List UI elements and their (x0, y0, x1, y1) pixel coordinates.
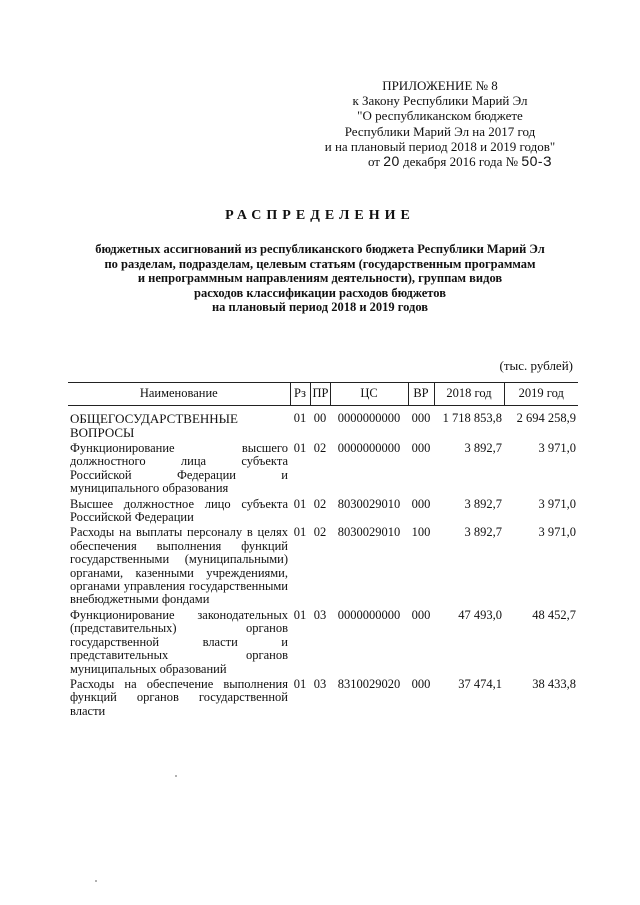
row-name: Функционирование законодательных (представительных) органов государственной власти и представительных органов муниципальных образований (70, 607, 288, 676)
row-pr: 02 (313, 441, 327, 455)
scan-speck (95, 880, 97, 882)
row-cs: 0000000000 (337, 441, 401, 455)
header-2019: 2019 год (504, 383, 578, 406)
row-cs: 8030029010 (337, 496, 401, 511)
row-2019: 3 971,0 (538, 496, 576, 511)
subtitle-line: бюджетных ассигнований из республиканского бюджета Республики Марий Эл (95, 242, 545, 256)
document-subtitle (60, 242, 580, 315)
row-cs: 0000000000 (337, 411, 401, 425)
header-cs: ЦС (330, 383, 408, 406)
row-rz: 01 (293, 496, 307, 511)
annex-law-title-3: и на плановый период 2018 и 2019 годов" (324, 138, 556, 154)
annex-date-middle: декабря 2016 года № (403, 154, 519, 170)
row-name: Расходы на обеспечение выполнения функций органов государственной власти (70, 676, 288, 718)
row-cs: 8030029010 (337, 525, 401, 540)
row-name: Расходы на выплаты персоналу в целях обеспечения выполнения функций государственными (муниципальными) органами, казенными учреждениями, органами управления государственными внебюджетными фондами (70, 525, 288, 607)
row-pr: 03 (313, 676, 327, 691)
annex-law-title-2: Республики Марий Эл на 2017 год (344, 123, 536, 139)
row-rz: 01 (293, 607, 307, 622)
annex-law-number: 50-З (521, 153, 553, 170)
units-label: (тыс. рублей) (499, 358, 573, 373)
row-2019: 3 971,0 (538, 525, 576, 540)
table-row (68, 498, 578, 527)
header-pr: ПР (310, 383, 330, 406)
row-rz: 01 (293, 676, 307, 691)
row-2018: 47 493,0 (458, 607, 502, 622)
row-name: ОБЩЕГОСУДАРСТВЕННЫЕ ВОПРОСЫ (70, 411, 238, 440)
table-row (68, 442, 578, 498)
row-cs: 0000000000 (337, 607, 401, 622)
table-row (68, 609, 578, 678)
document-title: РАСПРЕДЕЛЕНИЕ (225, 208, 415, 223)
row-2019: 48 452,7 (532, 607, 576, 622)
row-pr: 00 (313, 411, 327, 425)
row-2019: 2 694 258,9 (516, 411, 576, 425)
table-row (68, 678, 578, 720)
row-vr: 000 (411, 676, 431, 691)
row-2019: 3 971,0 (538, 441, 576, 455)
annex-date-prefix: от (367, 154, 380, 170)
header-name: Наименование (68, 383, 290, 406)
row-vr: 100 (411, 525, 431, 540)
row-2018: 1 718 853,8 (442, 411, 502, 425)
header-2018: 2018 год (434, 383, 504, 406)
row-2018: 3 892,7 (464, 525, 502, 540)
scan-speck (175, 775, 177, 777)
row-rz: 01 (293, 525, 307, 540)
table-row (68, 406, 578, 443)
row-2018: 3 892,7 (464, 441, 502, 455)
row-pr: 02 (313, 525, 327, 540)
annex-number: ПРИЛОЖЕНИЕ № 8 (382, 78, 498, 93)
row-vr: 000 (411, 411, 431, 425)
row-rz: 01 (293, 411, 307, 425)
row-2018: 37 474,1 (458, 676, 502, 691)
row-vr: 000 (411, 607, 431, 622)
row-cs: 8310029020 (337, 676, 401, 691)
table-header-row (68, 383, 578, 406)
subtitle-line: и непрограммным направлениям деятельности), группам видов (137, 271, 503, 286)
annex-date (300, 154, 580, 169)
row-vr: 000 (411, 441, 431, 455)
annex-header (300, 78, 580, 169)
row-pr: 03 (313, 607, 327, 622)
row-name: Высшее должностное лицо субъекта Российской Федерации (70, 496, 288, 525)
row-pr: 02 (313, 496, 327, 511)
row-2019: 38 433,8 (532, 676, 576, 691)
subtitle-line: на плановый период 2018 и 2019 годов (211, 300, 429, 315)
annex-law-title-1: "О республиканском бюджете (357, 108, 523, 124)
subtitle-line: по разделам, подразделам, целевым статьям (государственным программам (104, 256, 536, 271)
row-2018: 3 892,7 (464, 496, 502, 511)
row-vr: 000 (411, 496, 431, 511)
annex-law: к Закону Республики Марий Эл (352, 93, 528, 109)
annex-date-day: 20 (383, 153, 400, 170)
table-row (68, 526, 578, 608)
row-name: Функционирование высшего должностного лица субъекта Российской Федерации и муниципального образования (70, 441, 288, 496)
subtitle-line: расходов классификации расходов бюджетов (194, 285, 446, 300)
header-vr: ВР (408, 383, 434, 406)
budget-table (68, 382, 578, 720)
header-rz: Рз (290, 383, 310, 406)
row-rz: 01 (293, 441, 307, 455)
